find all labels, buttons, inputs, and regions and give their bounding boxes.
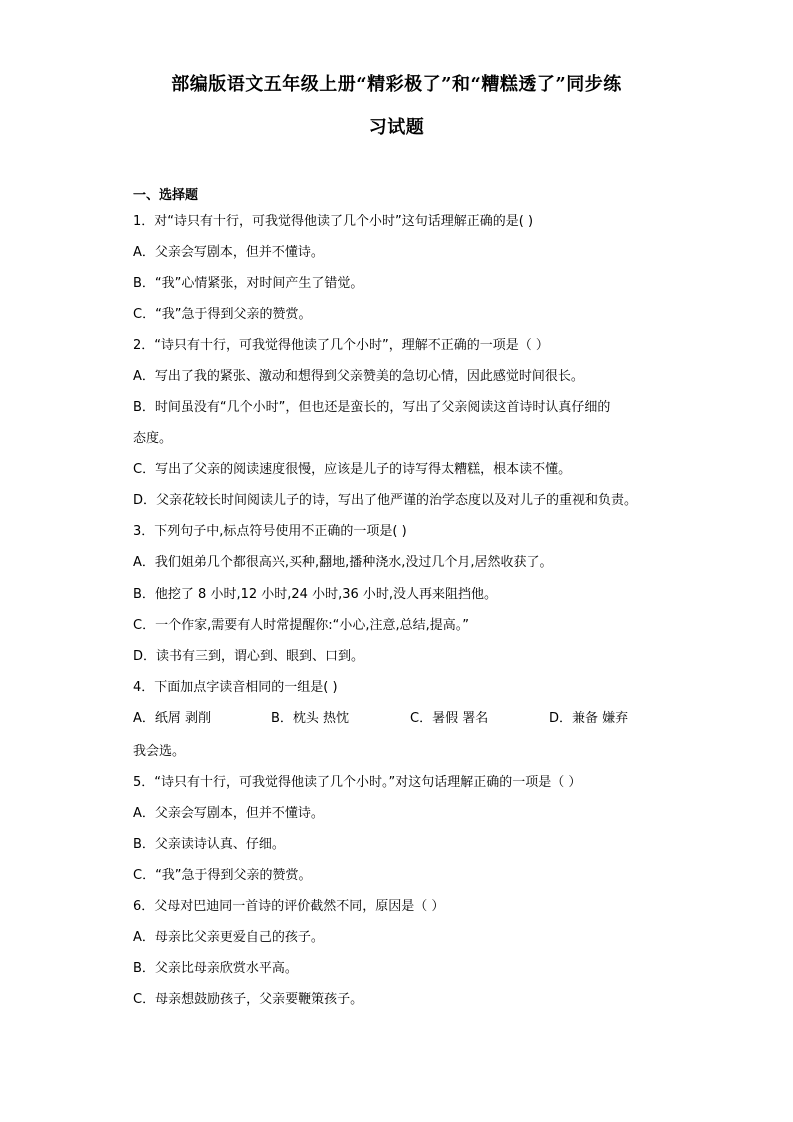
question-1-option-a: A．父亲会写剧本，但并不懂诗。 — [133, 245, 324, 260]
question-3-option-d: D．读书有三到，谓心到、眼到、口到。 — [133, 649, 365, 664]
question-3-option-c: C．一个作家,需要有人时常提醒你:“小心,注意,总结,提高。” — [133, 618, 469, 633]
question-6-option-b: B．父亲比母亲欣赏水平高。 — [133, 961, 298, 976]
question-4-option-d: D．兼备 嫌弃 — [549, 711, 629, 726]
question-3-option-b: B．他挖了 8 小时,12 小时,24 小时,36 小时,没人再来阻挡他。 — [133, 587, 498, 602]
question-3-option-a: A．我们姐弟几个都很高兴,买种,翻地,播种浇水,没过几个月,居然收获了。 — [133, 555, 553, 570]
question-6-option-c: C．母亲想鼓励孩子，父亲要鞭策孩子。 — [133, 992, 364, 1007]
question-1-option-b: B．“我”心情紧张，对时间产生了错觉。 — [133, 276, 364, 291]
question-4-option-a: A．纸屑 剥削 — [133, 711, 212, 726]
question-6-option-a: A．母亲比父亲更爱自己的孩子。 — [133, 930, 324, 945]
question-5-stem: 5．“诗只有十行，可我觉得他读了几个小时。”对这句话理解正确的一项是（ ） — [133, 775, 582, 790]
question-2-option-d: D．父亲花较长时间阅读儿子的诗，写出了他严谨的治学态度以及对儿子的重视和负责。 — [133, 493, 638, 508]
question-2-stem: 2．“诗只有十行，可我觉得他读了几个小时”，理解不正确的一项是（ ） — [133, 338, 549, 353]
question-3-stem: 3．下列句子中,标点符号使用不正确的一项是( ) — [133, 524, 407, 539]
section-heading: 一、选择题 — [133, 188, 199, 203]
question-4-option-b: B．枕头 热忱 — [271, 711, 350, 726]
question-4-stem: 4．下面加点字读音相同的一组是( ) — [133, 680, 338, 695]
question-2-option-b: B．时间虽没有“几个小时”，但也还是蛮长的，写出了父亲阅读这首诗时认真仔细的 — [133, 400, 611, 415]
question-4-note: 我会选。 — [133, 744, 186, 759]
question-2-option-b-cont: 态度。 — [133, 431, 173, 446]
document-title-line1: 部编版语文五年级上册“精彩极了”和“糟糕透了”同步练 — [171, 74, 622, 95]
question-1-option-c: C．“我”急于得到父亲的赞赏。 — [133, 307, 312, 322]
question-5-option-a: A．父亲会写剧本，但并不懂诗。 — [133, 806, 324, 821]
question-1-stem: 1．对“诗只有十行，可我觉得他读了几个小时”这句话理解正确的是( ) — [133, 214, 534, 229]
question-5-option-b: B．父亲读诗认真、仔细。 — [133, 837, 285, 852]
question-2-option-c: C．写出了父亲的阅读速度很慢，应该是儿子的诗写得太糟糕，根本读不懂。 — [133, 462, 572, 477]
question-2-option-a: A．写出了我的紧张、激动和想得到父亲赞美的急切心情，因此感觉时间很长。 — [133, 369, 584, 384]
question-4-option-c: C．暑假 署名 — [410, 711, 489, 726]
question-6-stem: 6．父母对巴迪同一首诗的评价截然不同，原因是（ ） — [133, 899, 445, 914]
document-title-line2: 习试题 — [368, 117, 425, 138]
question-5-option-c: C．“我”急于得到父亲的赞赏。 — [133, 868, 312, 883]
